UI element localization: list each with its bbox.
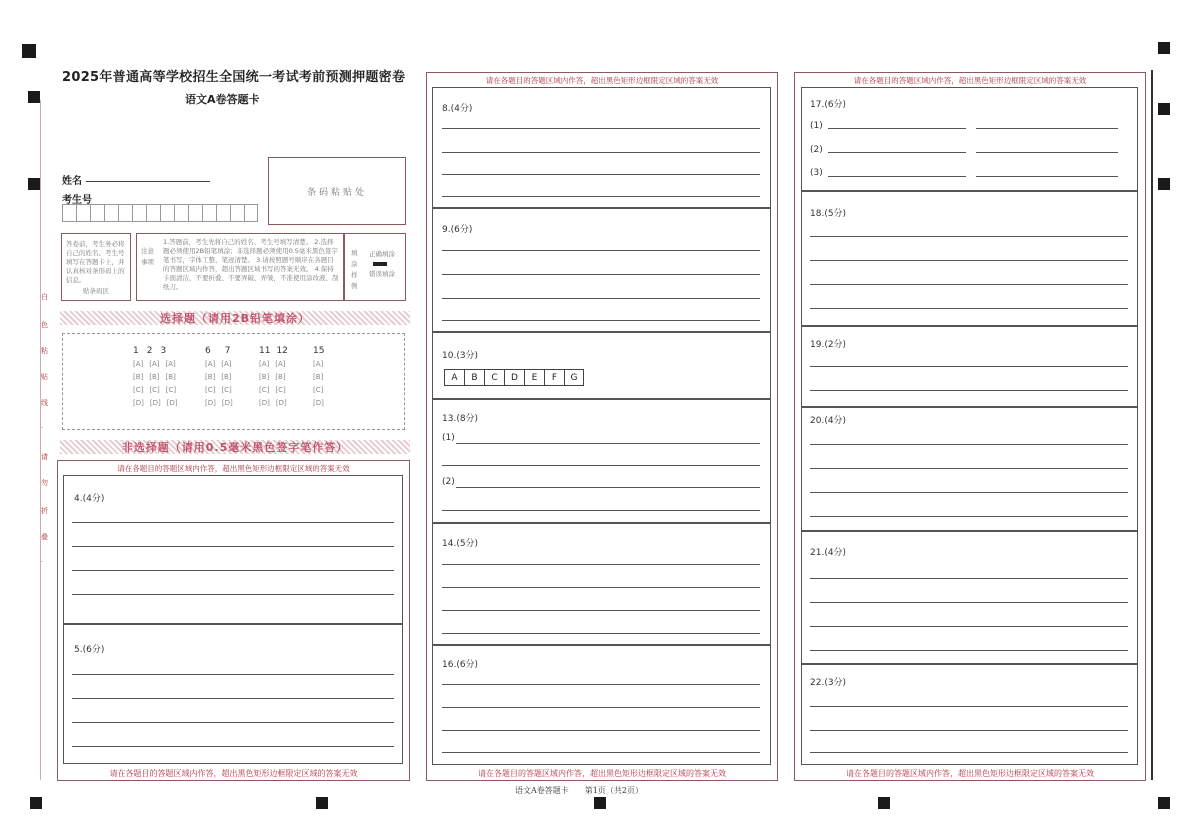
answer-box-q20[interactable] [801, 407, 1138, 531]
bubble[interactable]: [D] [275, 399, 287, 407]
answer-line [976, 176, 1118, 177]
answer-line [442, 196, 760, 197]
registration-mark [22, 44, 36, 58]
id-label: 考生号 [62, 195, 92, 206]
question-label-q19: 19.(2分) [810, 340, 847, 350]
id-digit-cell[interactable] [160, 204, 174, 222]
bubble[interactable]: [A] [259, 360, 270, 368]
notice-right: 填涂样例 正确填涂 错误填涂 [344, 233, 406, 301]
q10-option[interactable]: G [564, 369, 584, 386]
answer-box-q22[interactable] [801, 664, 1138, 765]
registration-mark [1158, 797, 1170, 809]
answer-line [72, 570, 394, 571]
answer-line [442, 320, 760, 321]
q10-option[interactable]: E [524, 369, 544, 386]
registration-mark [1158, 42, 1170, 54]
id-digit-cell[interactable] [146, 204, 160, 222]
question-label-q13: 13.(8分) [442, 414, 479, 424]
answer-line [72, 722, 394, 723]
answer-line [976, 152, 1118, 153]
answer-line [442, 152, 760, 153]
answer-line [810, 468, 1128, 469]
question-label-q8: 8.(4分) [442, 104, 473, 114]
q10-option[interactable]: F [544, 369, 564, 386]
registration-mark [28, 91, 40, 103]
answer-line [810, 260, 1128, 261]
question-label-q20: 20.(4分) [810, 416, 847, 426]
question-label-q18: 18.(5分) [810, 209, 847, 219]
registration-mark [878, 797, 890, 809]
bubble[interactable]: [C] [133, 386, 144, 394]
id-digit-cell[interactable] [76, 204, 90, 222]
registration-mark [1158, 103, 1170, 115]
answer-line [442, 174, 760, 175]
bubble[interactable]: [B] [313, 373, 324, 381]
bubble[interactable]: [B] [149, 373, 160, 381]
name-field[interactable] [86, 181, 210, 182]
answer-line [810, 650, 1128, 651]
answer-line [442, 564, 760, 565]
answer-line [442, 128, 760, 129]
answer-box-q9[interactable] [432, 208, 771, 332]
bubble[interactable]: [D] [149, 399, 161, 407]
answer-line [810, 492, 1128, 493]
answer-line [828, 176, 966, 177]
bubble[interactable]: [D] [221, 399, 233, 407]
question-label-q22: 22.(3分) [810, 678, 847, 688]
answer-line [810, 236, 1128, 237]
answer-box-q13[interactable] [432, 399, 771, 523]
bubble[interactable]: [D] [166, 399, 178, 407]
answer-box-q8[interactable] [432, 87, 771, 208]
bubble[interactable]: [D] [205, 399, 216, 407]
filled-sample [373, 262, 387, 266]
answer-line [442, 587, 760, 588]
answer-line [810, 752, 1128, 753]
answer-line [442, 465, 760, 466]
name-label: 姓名 [62, 176, 82, 187]
bubble[interactable]: [A] [275, 360, 286, 368]
bubble[interactable]: [C] [259, 386, 270, 394]
answer-line [810, 626, 1128, 627]
answer-box-q16[interactable] [432, 645, 771, 765]
bubble[interactable]: [A] [221, 360, 232, 368]
answer-line [810, 578, 1128, 579]
id-digit-cell[interactable] [230, 204, 244, 222]
answer-line [72, 746, 394, 747]
answer-line [456, 487, 760, 488]
choice-group: 11 12 [A] [A] [B] [B] [C] [C] [D] [D] [259, 346, 288, 407]
sub-label: (3) [810, 168, 823, 178]
answer-line [810, 730, 1128, 731]
answer-line [828, 128, 966, 129]
registration-mark [316, 797, 328, 809]
answer-line [442, 610, 760, 611]
id-digit-cell[interactable] [244, 204, 258, 222]
answer-box-q14[interactable] [432, 523, 771, 645]
answer-line [810, 390, 1128, 391]
question-label-q4: 4.(4分) [74, 494, 105, 504]
bubble[interactable]: [A] [205, 360, 216, 368]
answer-line [442, 730, 760, 731]
bubble[interactable]: [B] [205, 373, 216, 381]
zone-notice: 请在各题目的答题区域内作答，超出黑色矩形边框限定区域的答案无效 [117, 464, 350, 473]
sub-label: (2) [442, 477, 455, 487]
question-label-q16: 16.(6分) [442, 660, 479, 670]
q10-option-row [444, 369, 584, 386]
notice-left: 答卷前，考生务必将自己的姓名、考生号填写在答题卡上，并认真核对条形码上的信息。 贴条码区 [61, 233, 131, 301]
q10-option[interactable]: A [444, 369, 464, 386]
question-label-q17: 17.(6分) [810, 100, 847, 110]
answer-line [810, 444, 1128, 445]
choice-group: 15 [A] [B] [C] [D] [313, 346, 325, 407]
answer-line [442, 510, 760, 511]
question-label-q21: 21.(4分) [810, 548, 847, 558]
registration-mark [30, 797, 42, 809]
candidate-id-grid[interactable] [62, 204, 258, 222]
answer-line [442, 250, 760, 251]
right-edge-line [1151, 70, 1153, 780]
answer-line [442, 707, 760, 708]
answer-line [810, 366, 1128, 367]
page-footer: 语文A卷答题卡 第1页（共2页） [515, 786, 643, 795]
bubble[interactable]: [C] [313, 386, 324, 394]
answer-line [72, 674, 394, 675]
exam-title: 2025年普通高等学校招生全国统一考试考前预测押题密卷 [62, 70, 406, 85]
binding-line [40, 100, 41, 780]
answer-line [976, 128, 1118, 129]
answer-line [72, 546, 394, 547]
answer-line [72, 522, 394, 523]
answer-line [442, 684, 760, 685]
answer-line [810, 284, 1128, 285]
q10-option[interactable]: D [504, 369, 524, 386]
id-digit-cell[interactable] [202, 204, 216, 222]
question-label-q10: 10.(3分) [442, 351, 479, 361]
registration-mark [594, 797, 606, 809]
answer-line [72, 698, 394, 699]
answer-line [456, 443, 760, 444]
bubble[interactable]: [B] [165, 373, 176, 381]
id-digit-cell[interactable] [188, 204, 202, 222]
id-digit-cell[interactable] [174, 204, 188, 222]
bubble[interactable]: [C] [275, 386, 286, 394]
sub-label: (1) [442, 433, 455, 443]
answer-line [810, 516, 1128, 517]
bubble[interactable]: [C] [149, 386, 160, 394]
answer-line [810, 602, 1128, 603]
answer-box-q10 [432, 332, 771, 399]
choice-group: 6 7 [A] [A] [B] [B] [C] [C] [D] [D] [205, 346, 233, 407]
answer-line [442, 298, 760, 299]
card-title: 语文A卷答题卡 [185, 93, 260, 106]
sub-label: (2) [810, 145, 823, 155]
answer-line [442, 274, 760, 275]
zone-notice: 请在各题目的答题区域内作答，超出黑色矩形边框限定区域的答案无效 [846, 769, 1094, 778]
question-label-q9: 9.(6分) [442, 225, 473, 235]
registration-mark [1158, 178, 1170, 190]
q10-option[interactable]: C [484, 369, 504, 386]
answer-box-q5[interactable] [63, 624, 403, 764]
bubble[interactable]: [A] [313, 360, 324, 368]
bubble[interactable]: [C] [221, 386, 232, 394]
bubble[interactable]: [B] [259, 373, 270, 381]
choice-banner: 选择题（请用2B铅笔填涂） [60, 311, 410, 325]
zone-notice: 请在各题目的答题区域内作答，超出黑色矩形边框限定区域的答案无效 [485, 76, 719, 85]
bubble[interactable]: [D] [313, 399, 324, 407]
answer-box-q4[interactable] [63, 475, 403, 624]
id-digit-cell[interactable] [132, 204, 146, 222]
id-digit-cell[interactable] [62, 204, 76, 222]
answer-line [810, 706, 1128, 707]
bubble[interactable]: [B] [133, 373, 144, 381]
answer-line [442, 633, 760, 634]
barcode-area: 条码粘贴处 [268, 157, 406, 225]
choice-group: 1 2 3 [A] [A] [A] [B] [B] [B] [C] [C] [C] [D] [D] [D] [133, 346, 178, 407]
answer-line [828, 152, 966, 153]
id-digit-cell[interactable] [90, 204, 104, 222]
bubble[interactable]: [C] [165, 386, 177, 394]
sub-label: (1) [810, 121, 823, 131]
bubble[interactable]: [A] [133, 360, 144, 368]
bubble[interactable]: [A] [165, 360, 176, 368]
answer-line [810, 308, 1128, 309]
nonchoice-banner: 非选择题（请用0.5毫米黑色签字笔作答） [60, 440, 410, 454]
question-label-q14: 14.(5分) [442, 539, 479, 549]
bubble[interactable]: [B] [221, 373, 232, 381]
notice-mid: 注意事项 1.答题前，考生先将自己的姓名、考生号填写清楚。 2.选择题必须使用2B铅笔填涂；非选择题必须使用0.5毫米黑色签字笔书写，字体工整、笔迹清楚。 3.请按照题号顺序在各题目的答题区域内作答，超出答题区域书写的答案无效。 4.保持卡面清洁，不要折叠、不要弄破、弄皱，不准使用涂改液、刮纸刀。 [136, 233, 344, 301]
id-digit-cell[interactable] [216, 204, 230, 222]
choice-answer-area [62, 333, 405, 430]
zone-notice: 请在各题目的答题区域内作答，超出黑色矩形边框限定区域的答案无效 [478, 769, 726, 778]
answer-box-q18[interactable] [801, 191, 1138, 326]
bubble[interactable]: [C] [205, 386, 216, 394]
q10-option[interactable]: B [464, 369, 484, 386]
registration-mark [28, 178, 40, 190]
question-label-q5: 5.(6分) [74, 645, 105, 655]
answer-box-q21[interactable] [801, 531, 1138, 664]
bubble[interactable]: [D] [259, 399, 270, 407]
id-digit-cell[interactable] [118, 204, 132, 222]
answer-line [72, 594, 394, 595]
answer-line [442, 752, 760, 753]
id-digit-cell[interactable] [104, 204, 118, 222]
zone-notice: 请在各题目的答题区域内作答，超出黑色矩形边框限定区域的答案无效 [853, 76, 1087, 85]
zone-notice: 请在各题目的答题区域内作答，超出黑色矩形边框限定区域的答案无效 [109, 769, 358, 778]
bubble[interactable]: [B] [275, 373, 286, 381]
bubble[interactable]: [D] [133, 399, 144, 407]
bubble[interactable]: [A] [149, 360, 160, 368]
